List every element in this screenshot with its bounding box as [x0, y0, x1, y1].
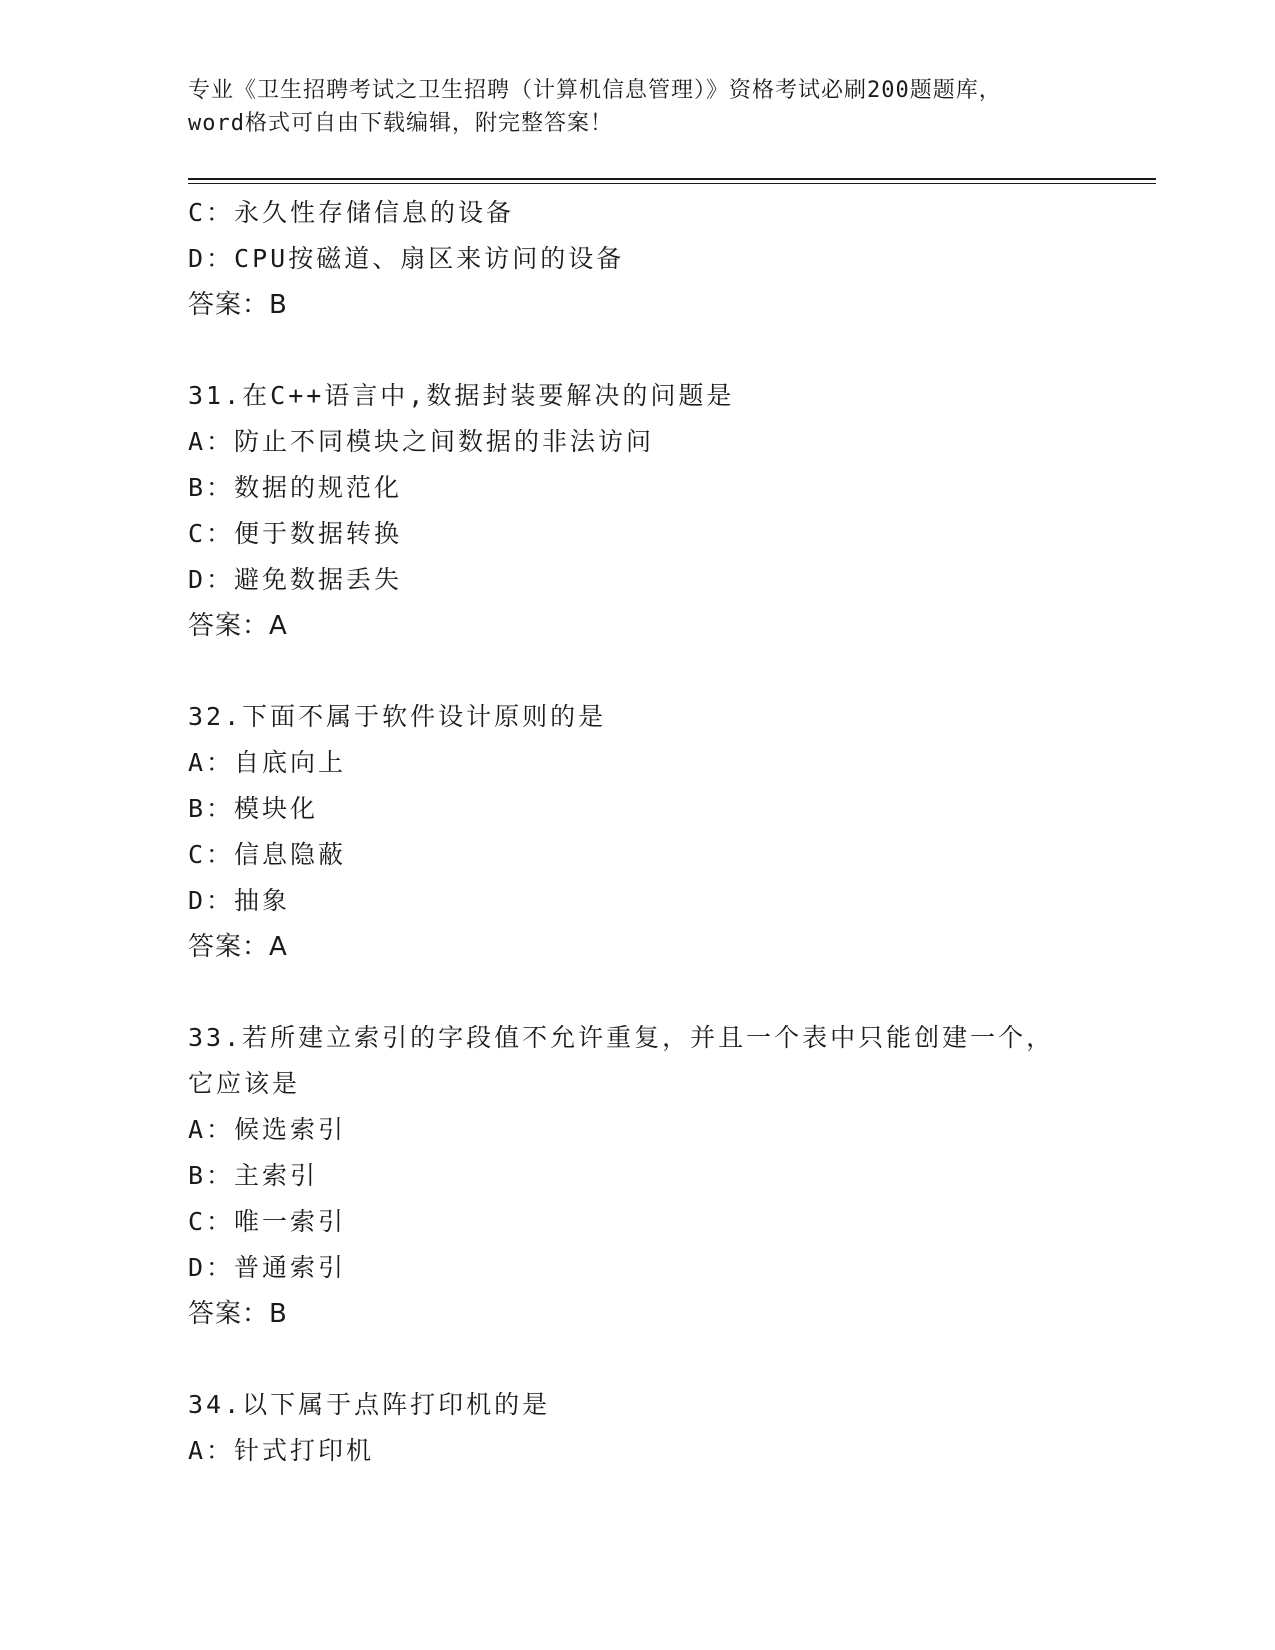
option-c: C：唯一索引	[188, 1207, 347, 1236]
option-c: C：便于数据转换	[188, 519, 403, 548]
option-b: B：主索引	[188, 1161, 319, 1190]
spacer	[188, 649, 1148, 694]
option-c: C：信息隐蔽	[188, 840, 347, 869]
question-text-line-2: 它应该是	[188, 1069, 301, 1098]
header-divider-thin	[188, 183, 1156, 184]
option-a: A：自底向上	[188, 748, 347, 777]
document-header	[188, 74, 1068, 140]
option-a: A：候选索引	[188, 1115, 347, 1144]
question-block-34	[188, 1382, 1148, 1474]
option-d: D：抽象	[188, 886, 291, 915]
header-title-line-2: word格式可自由下载编辑，附完整答案！	[188, 111, 613, 136]
option-d: D：普通索引	[188, 1253, 347, 1282]
option-d: D：避免数据丢失	[188, 565, 403, 594]
option-b: B：模块化	[188, 794, 319, 823]
question-block-30	[188, 190, 1148, 328]
option-a: A：防止不同模块之间数据的非法访问	[188, 427, 655, 456]
option-a: A：针式打印机	[188, 1436, 375, 1465]
question-block-32	[188, 694, 1148, 970]
option-d: D：CPU按磁道、扇区来访问的设备	[188, 244, 625, 273]
option-c: C：永久性存储信息的设备	[188, 198, 515, 227]
question-text: 34.以下属于点阵打印机的是	[188, 1390, 551, 1419]
spacer	[188, 970, 1148, 1015]
header-title-line-1: 专业《卫生招聘考试之卫生招聘（计算机信息管理）》资格考试必刷200题题库，	[188, 78, 1002, 103]
question-block-31	[188, 373, 1148, 649]
answer-line: 答案：A	[188, 932, 288, 962]
answer-line: 答案：B	[188, 1299, 288, 1329]
spacer	[188, 328, 1148, 373]
question-text-line-1: 33.若所建立索引的字段值不允许重复，并且一个表中只能创建一个，	[188, 1023, 1055, 1052]
question-block-33	[188, 1015, 1148, 1337]
header-divider-thick	[188, 178, 1156, 180]
answer-line: 答案：B	[188, 290, 288, 320]
spacer	[188, 1337, 1148, 1382]
question-list	[188, 190, 1148, 1474]
option-b: B：数据的规范化	[188, 473, 403, 502]
question-text: 32.下面不属于软件设计原则的是	[188, 702, 607, 731]
answer-line: 答案：A	[188, 611, 288, 641]
question-text: 31.在C++语言中,数据封装要解决的问题是	[188, 381, 735, 410]
